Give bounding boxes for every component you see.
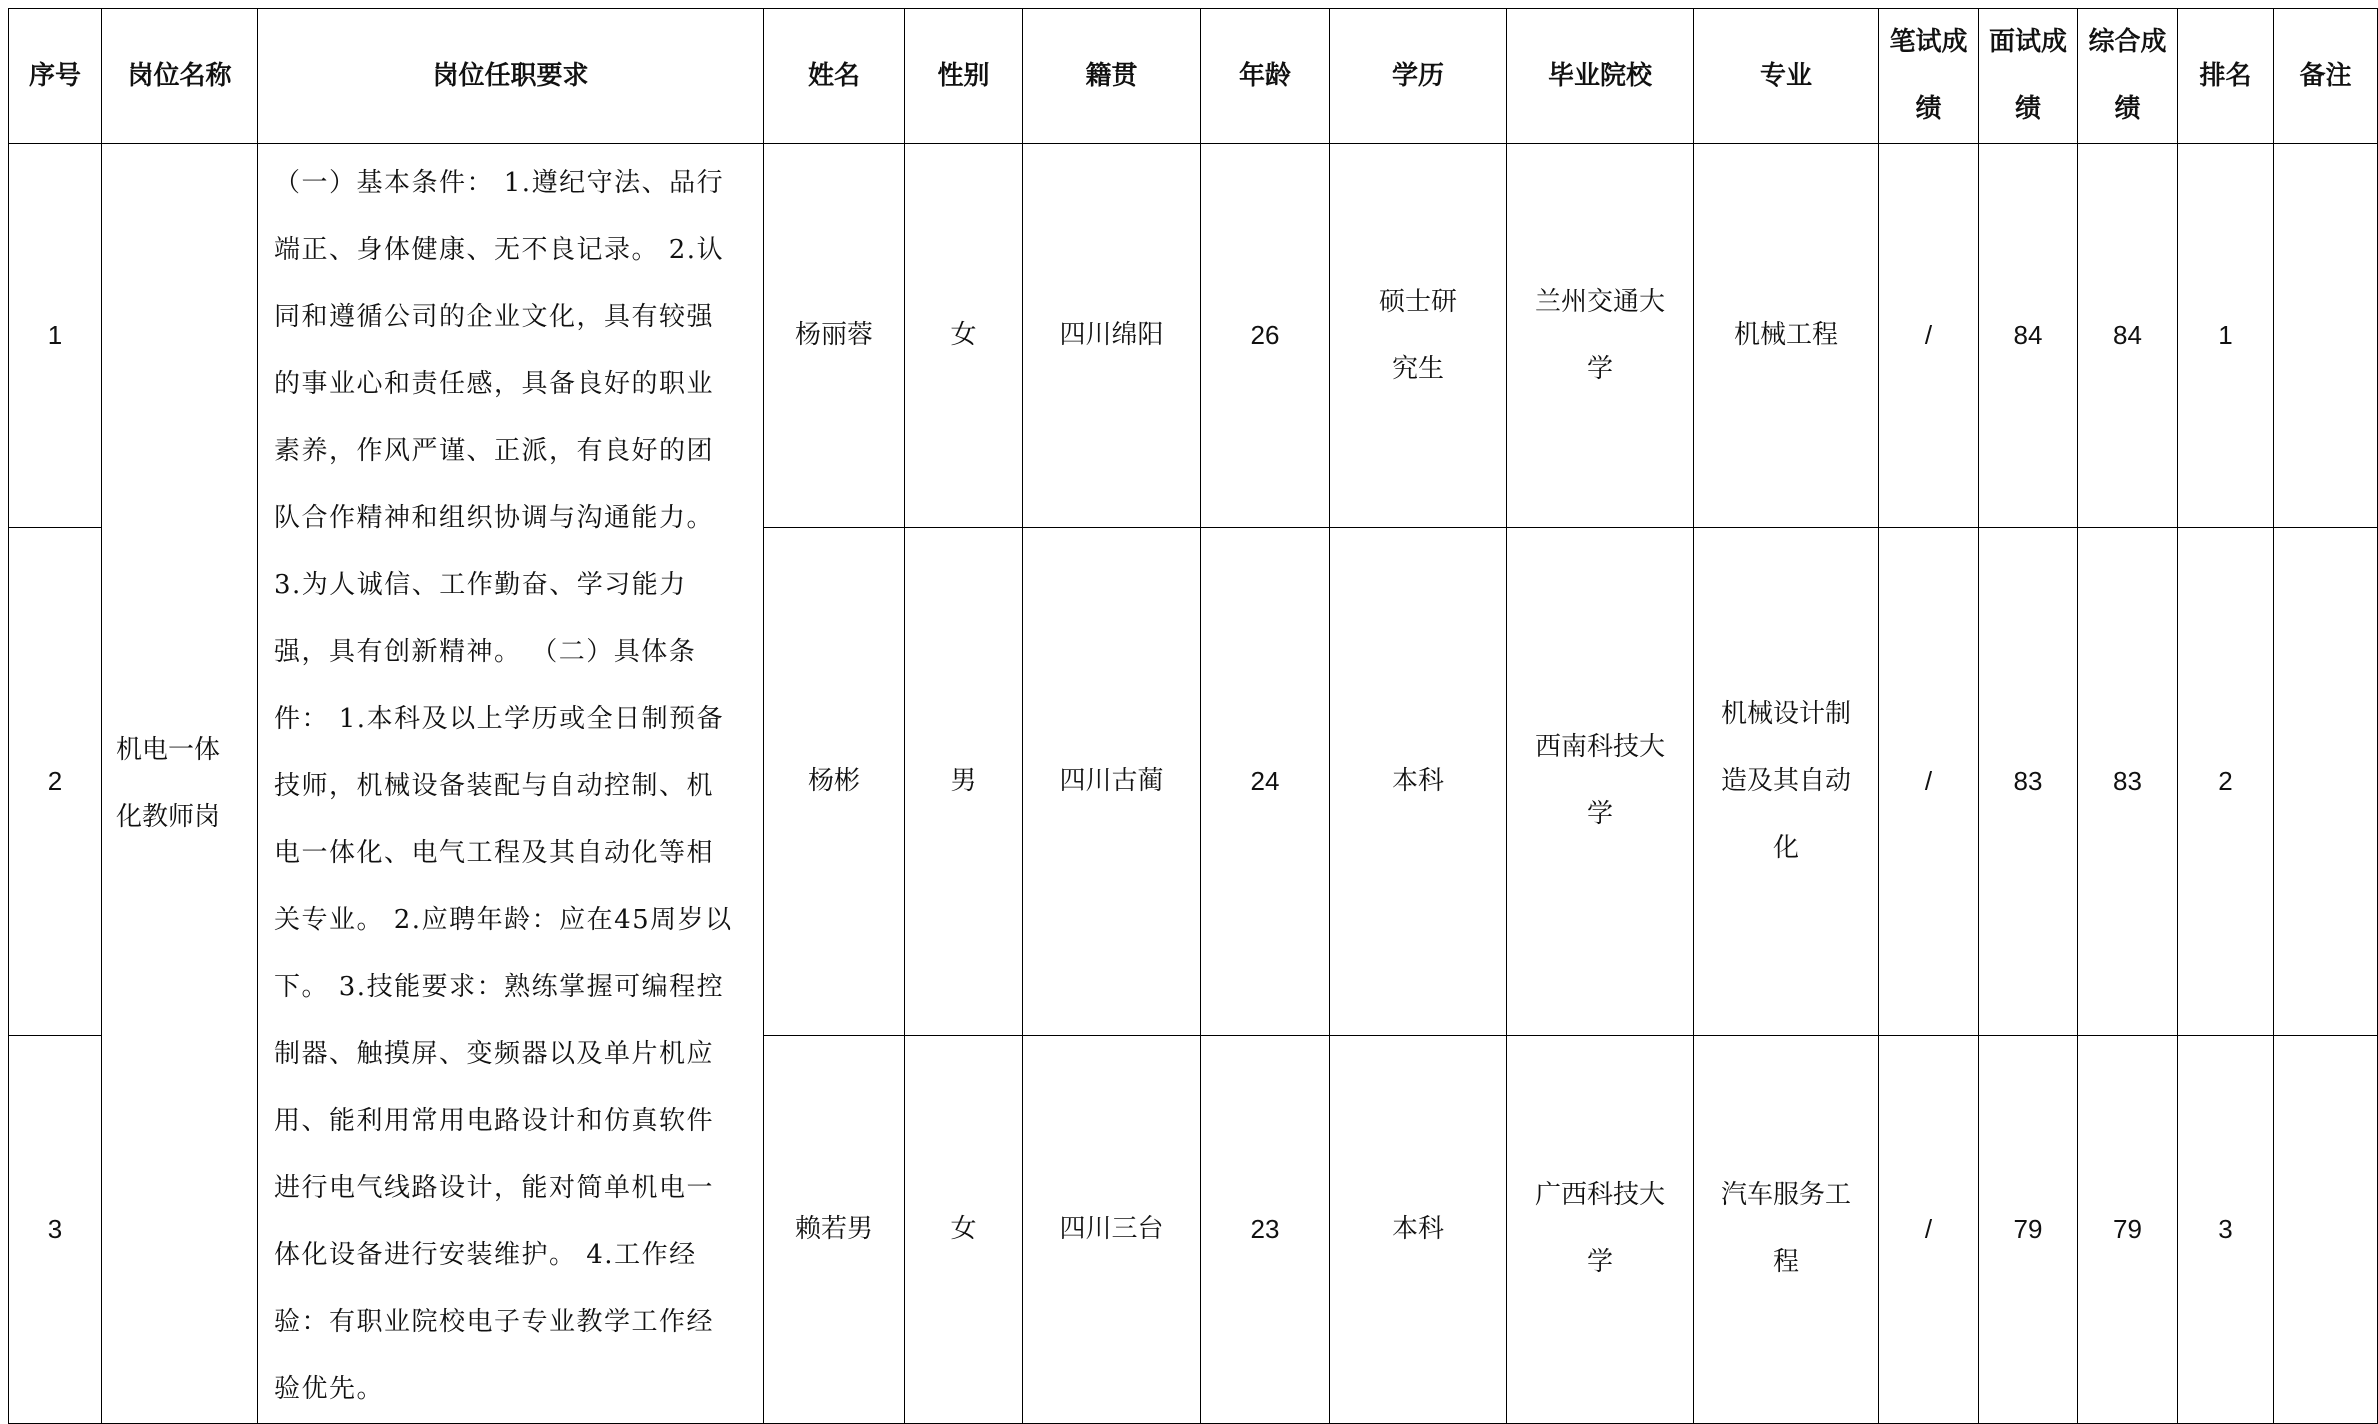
interview-score-cell: 84 — [1979, 144, 2078, 528]
age-cell: 26 — [1201, 144, 1330, 528]
name-cell: 杨丽蓉 — [764, 144, 905, 528]
overall-score-cell: 83 — [2078, 528, 2178, 1035]
gender-cell: 男 — [905, 528, 1023, 1035]
gender-cell: 女 — [905, 1035, 1023, 1423]
origin-cell: 四川三台 — [1023, 1035, 1201, 1423]
name-cell: 杨彬 — [764, 528, 905, 1035]
header-position: 岗位名称 — [102, 9, 258, 144]
header-age: 年龄 — [1201, 9, 1330, 144]
major-cell: 机械设计制造及其自动化 — [1694, 528, 1879, 1035]
school-cell: 西南科技大学 — [1507, 528, 1694, 1035]
header-written-score: 笔试成绩 — [1879, 9, 1979, 144]
written-score-cell: / — [1879, 528, 1979, 1035]
age-cell: 24 — [1201, 528, 1330, 1035]
header-seq: 序号 — [9, 9, 102, 144]
header-overall-score: 综合成绩 — [2078, 9, 2178, 144]
interview-score-cell: 79 — [1979, 1035, 2078, 1423]
table-row — [9, 144, 2378, 528]
header-interview-score: 面试成绩 — [1979, 9, 2078, 144]
position-cell: 机电一体化教师岗 — [102, 144, 258, 1424]
remarks-cell — [2274, 1035, 2378, 1423]
seq-cell: 3 — [9, 1035, 102, 1423]
header-school: 毕业院校 — [1507, 9, 1694, 144]
header-remarks: 备注 — [2274, 9, 2378, 144]
header-rank: 排名 — [2178, 9, 2274, 144]
origin-cell: 四川古蔺 — [1023, 528, 1201, 1035]
header-education: 学历 — [1330, 9, 1507, 144]
seq-cell: 1 — [9, 144, 102, 528]
education-cell: 本科 — [1330, 528, 1507, 1035]
candidate-table — [8, 8, 2378, 1424]
rank-cell: 3 — [2178, 1035, 2274, 1423]
rank-cell: 1 — [2178, 144, 2274, 528]
interview-score-cell: 83 — [1979, 528, 2078, 1035]
seq-cell: 2 — [9, 528, 102, 1035]
header-name: 姓名 — [764, 9, 905, 144]
overall-score-cell: 84 — [2078, 144, 2178, 528]
requirements-cell: （一）基本条件： 1.遵纪守法、品行端正、身体健康、无不良记录。 2.认同和遵循公司的企业文化，具有较强的事业心和责任感，具备良好的职业素养，作风严谨、正派，有良好的团队合作精神和组织协调与沟通能力。 3.为人诚信、工作勤奋、学习能力强，具有创新精神。 （二）具体条件： 1.本科及以上学历或全日制预备技师，机械设备装配与自动控制、机电一体化、电气工程及其自动化等相关专业。 2.应聘年龄：应在45周岁以下。 3.技能要求：熟练掌握可编程控制器、触摸屏、变频器以及单片机应用、能利用常用电路设计和仿真软件进行电气线路设计，能对简单机电一体化设备进行安装维护。 4.工作经验：有职业院校电子专业教学工作经验优先。 — [258, 144, 764, 1424]
rank-cell: 2 — [2178, 528, 2274, 1035]
header-requirements: 岗位任职要求 — [258, 9, 764, 144]
overall-score-cell: 79 — [2078, 1035, 2178, 1423]
school-cell: 兰州交通大学 — [1507, 144, 1694, 528]
remarks-cell — [2274, 528, 2378, 1035]
education-cell: 硕士研究生 — [1330, 144, 1507, 528]
header-gender: 性别 — [905, 9, 1023, 144]
name-cell: 赖若男 — [764, 1035, 905, 1423]
gender-cell: 女 — [905, 144, 1023, 528]
remarks-cell — [2274, 144, 2378, 528]
header-major: 专业 — [1694, 9, 1879, 144]
major-cell: 汽车服务工程 — [1694, 1035, 1879, 1423]
written-score-cell: / — [1879, 1035, 1979, 1423]
school-cell: 广西科技大学 — [1507, 1035, 1694, 1423]
major-cell: 机械工程 — [1694, 144, 1879, 528]
written-score-cell: / — [1879, 144, 1979, 528]
age-cell: 23 — [1201, 1035, 1330, 1423]
header-row — [9, 9, 2378, 144]
origin-cell: 四川绵阳 — [1023, 144, 1201, 528]
header-origin: 籍贯 — [1023, 9, 1201, 144]
education-cell: 本科 — [1330, 1035, 1507, 1423]
